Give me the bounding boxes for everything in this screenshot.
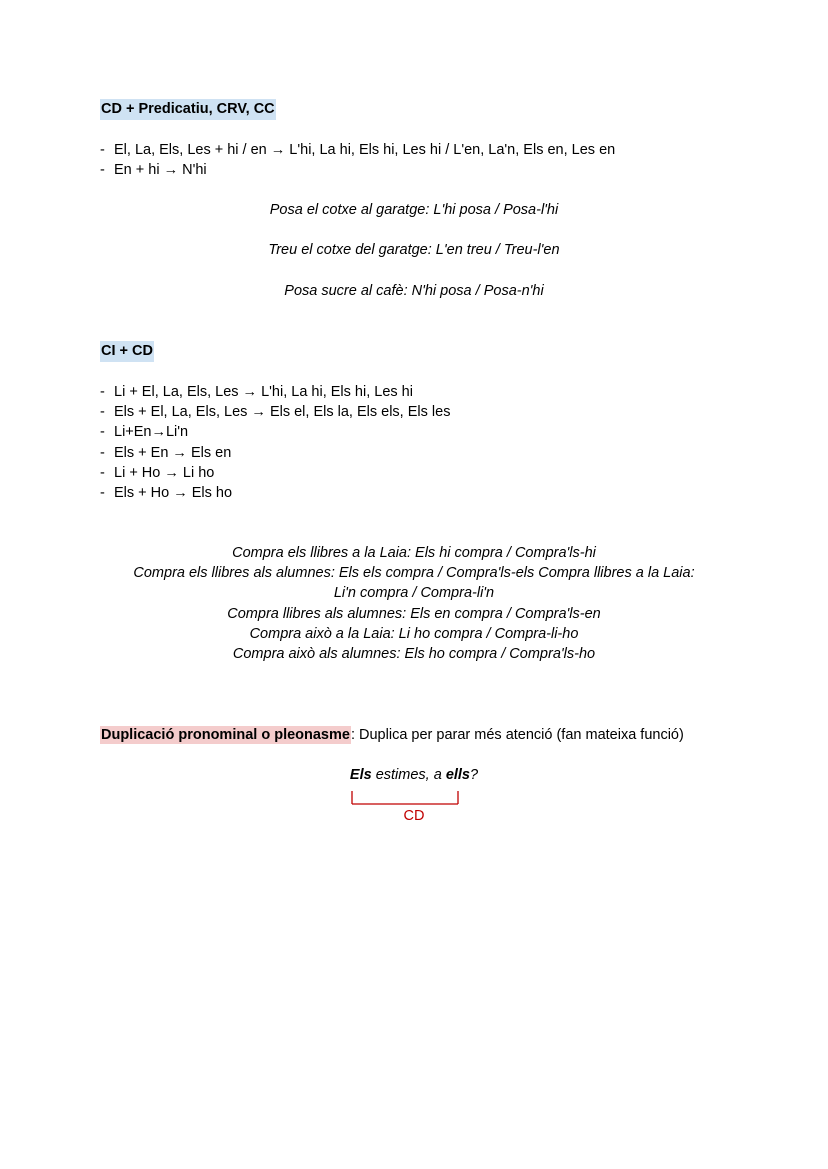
example-line: Compra els llibres als alumnes: Els els compra / Compra'ls-els Compra llibres a la Laia: xyxy=(133,565,695,582)
section-heading-ci-cd: CI + CD xyxy=(100,341,154,362)
list-item: - El, La, Els, Les + hi / en → L'hi, La hi, Els hi, Les hi / L'en, La'n, Els en, Les en xyxy=(100,142,616,158)
pleonasme-term: Duplicació pronominal o pleonasme xyxy=(101,727,350,743)
list-item: - Els + El, La, Els, Les → Els el, Els la, Els els, Els les xyxy=(100,404,451,421)
cd-label: CD xyxy=(403,808,425,824)
example-line: Li'n compra / Compra-li'n xyxy=(333,585,495,602)
example-line: Compra llibres als alumnes: Els en compra / Compra'ls-en xyxy=(227,605,601,622)
example-sentence: Posa sucre al cafè: N'hi posa / Posa-n'hi xyxy=(284,283,544,299)
pleonasme-paragraph xyxy=(100,725,684,745)
pleonasme-definition: : Duplica per parar més atenció (fan mateixa funció) xyxy=(350,727,684,743)
example-line: Compra els llibres a la Laia: Els hi compra / Compra'ls-hi xyxy=(232,545,596,561)
example-line: Compra això als alumnes: Els ho compra / Compra'ls-ho xyxy=(232,646,596,663)
list-item: - Li + El, La, Els, Les → L'hi, La hi, Els hi, Les hi xyxy=(100,384,413,400)
list-item: - Els + Ho → Els ho xyxy=(100,485,233,502)
rules-list-section2 xyxy=(100,382,450,503)
list-item: - En + hi → N'hi xyxy=(100,162,207,179)
rules-list-section1 xyxy=(100,140,615,180)
list-item: - Li + Ho → Li ho xyxy=(100,464,215,481)
section-heading-cd-predicatiu: CD + Predicatiu, CRV, CC xyxy=(100,99,276,120)
pleonasme-example: Els estimes, a ells? xyxy=(349,767,479,783)
cd-bracket xyxy=(348,788,464,808)
example-line: Compra això a la Laia: Li ho compra / Compra-li-ho xyxy=(249,625,579,642)
examples-block-section2 xyxy=(100,543,728,664)
list-item: - Li+En→Li'n xyxy=(100,424,189,441)
example-sentence: Posa el cotxe al garatge: L'hi posa / Posa-l'hi xyxy=(269,202,559,218)
list-item: - Els + En → Els en xyxy=(100,444,232,461)
example-sentence: Treu el cotxe del garatge: L'en treu / Treu-l'en xyxy=(268,242,560,258)
